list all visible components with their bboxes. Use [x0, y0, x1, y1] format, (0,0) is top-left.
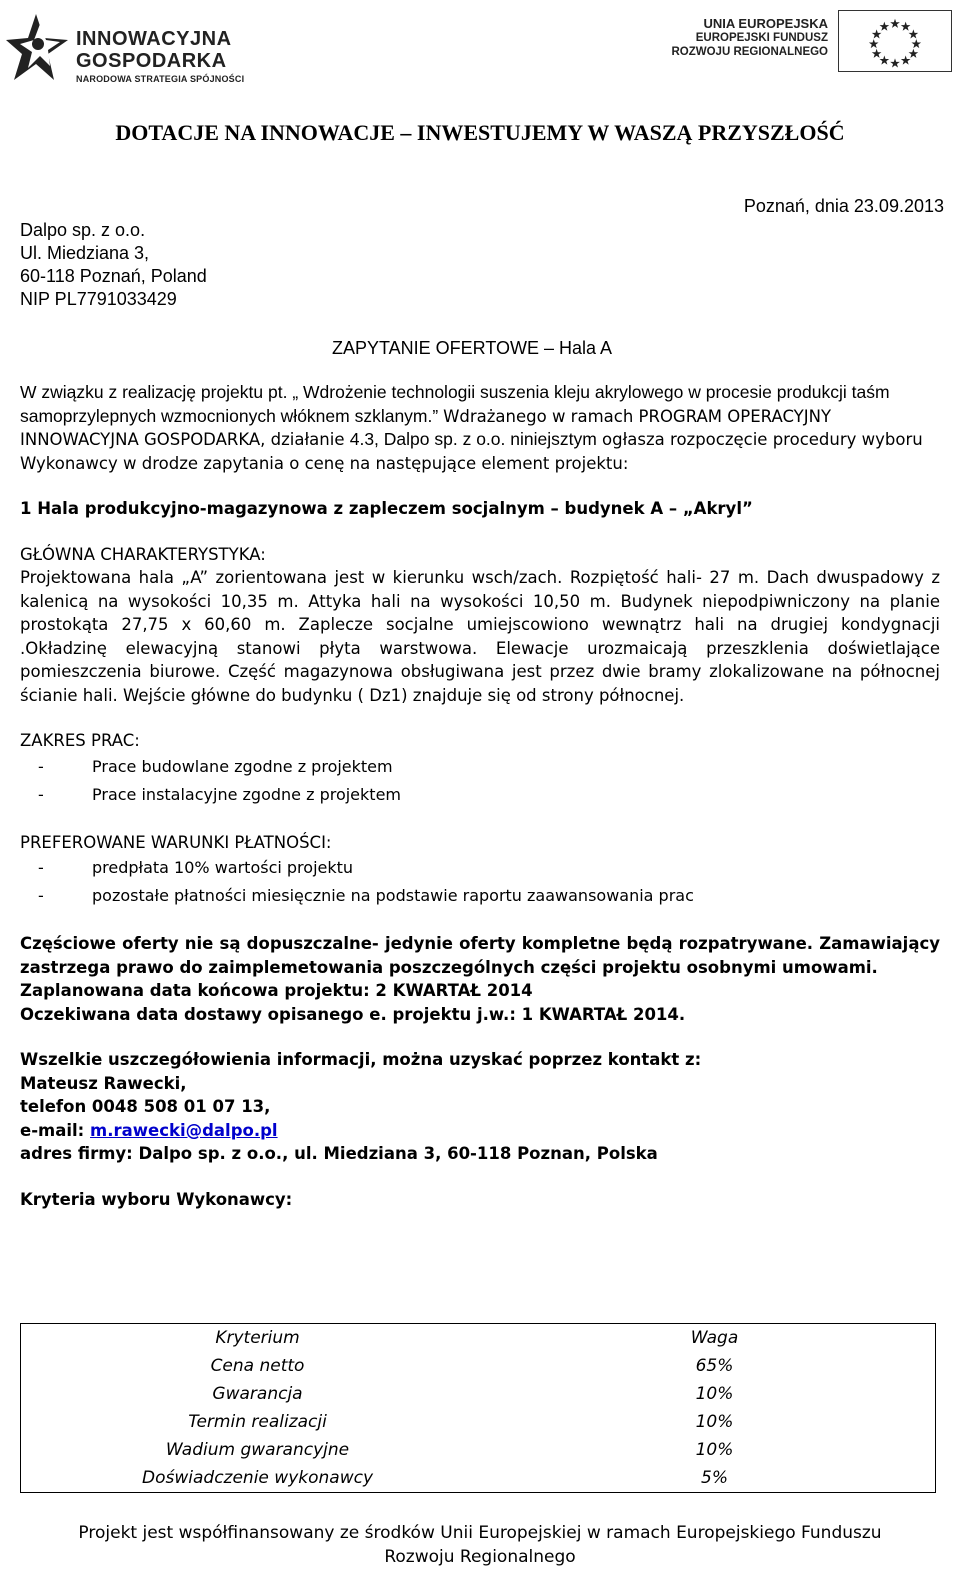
conditions-block	[20, 932, 940, 1026]
contact-email-line	[20, 1119, 940, 1143]
star-logo-icon	[6, 10, 68, 86]
list-item	[20, 781, 940, 809]
criterion-cell: Gwarancja	[212, 1384, 303, 1404]
contact-name: Mateusz Rawecki,	[20, 1073, 187, 1093]
eu-fund-logo	[671, 10, 952, 72]
eu-fund-wordmark	[668, 16, 828, 59]
table-row	[21, 1408, 936, 1436]
dash: -	[38, 756, 44, 776]
list-item-text: pozostałe płatności miesięcznie na podstawie raportu zaawansowania prac	[92, 886, 694, 905]
item-heading: 1 Hala produkcyjno-magazynowa z zapleczem socjalnym – budynek A – „Akryl”	[20, 499, 753, 518]
list-item	[20, 882, 940, 910]
document-date: Poznań, dnia 23.09.2013	[743, 196, 944, 216]
intro-part-3: 4.3, Dalpo sp. z o.o. niniejsztym	[349, 429, 597, 449]
partial-offers-note: Częściowe oferty nie są dopuszczalne- jedynie oferty kompletne będą rozpatrywane. Zamawiający zastrzega prawo do zaimplemetowania poszczególnych części projektu osobnymi umowami.	[20, 934, 940, 977]
list-item-text: Prace instalacyjne zgodne z projektem	[92, 784, 401, 804]
intro-paragraph	[20, 381, 940, 475]
weight-cell: 10%	[695, 1412, 734, 1432]
eu-line-2: EUROPEJSKI FUNDUSZ	[695, 32, 828, 44]
company-address: adres firmy: Dalpo sp. z o.o., ul. Miedziana 3, 60-118 Poznan, Polska	[20, 1144, 658, 1163]
dash: -	[38, 784, 44, 804]
expected-delivery-date: Oczekiwana data dostawy opisanego e. projektu j.w.: 1 KWARTAŁ 2014.	[20, 1004, 686, 1024]
innowacyjna-gospodarka-logo	[6, 10, 256, 86]
email-link[interactable]: m.rawecki@dalpo.pl	[90, 1120, 278, 1140]
document-footer	[0, 1521, 960, 1569]
address-line: Ul. Miedziana 3,	[20, 243, 150, 263]
document-body	[20, 381, 940, 1211]
table-row	[21, 1464, 936, 1493]
document-header	[0, 0, 960, 90]
weight-cell: 10%	[695, 1384, 734, 1404]
criterion-cell: Cena netto	[210, 1356, 305, 1376]
eu-line-1: UNIA EUROPEJSKA	[703, 16, 828, 31]
weight-cell: 5%	[701, 1468, 728, 1488]
contact-block	[20, 1048, 940, 1166]
address-line: 60-118 Poznań, Poland	[20, 266, 207, 286]
logo-line-1: INNOWACYJNA	[76, 28, 232, 50]
list-item	[20, 854, 940, 882]
contact-phone: telefon 0048 508 01 07 13,	[20, 1097, 271, 1116]
contact-intro: Wszelkie uszczegółowienia informacji, można uzyskać poprzez kontakt z:	[20, 1050, 702, 1069]
email-label: e-mail:	[20, 1120, 91, 1140]
intro-part-1: W związku z realizację projektu pt. „ Wdrożenie technologii suszenia kleju akrylowego w procesie produkcji taśm samoprzylepnych wzmocnionych włóknem szklanym.”	[20, 382, 890, 426]
document-subject: ZAPYTANIE OFERTOWE – Hala A	[331, 338, 613, 358]
payment-label: PREFEROWANE WARUNKI PŁATNOŚCI:	[20, 832, 332, 852]
column-header-weight: Waga	[690, 1328, 739, 1348]
innowacyjna-gospodarka-wordmark	[76, 28, 244, 84]
intro-part-2: Wdrażanego w ramach PROGRAM OPERACYJNY INNOWACYJNA GOSPODARKA, działanie	[20, 406, 832, 449]
footer-line-2: Rozwoju Regionalnego	[384, 1547, 576, 1567]
scope-list	[20, 753, 940, 809]
table-row	[21, 1352, 936, 1380]
criterion-cell: Wadium gwarancyjne	[165, 1440, 350, 1460]
address-line: NIP PL7791033429	[20, 289, 177, 309]
document-title: DOTACJE NA INNOWACJE – INWESTUJEMY W WASZĄ PRZYSZŁOŚĆ	[115, 120, 845, 145]
column-header-criterion: Kryterium	[215, 1328, 300, 1348]
address-line: Dalpo sp. z o.o.	[20, 220, 146, 240]
main-characteristics-label: GŁÓWNA CHARAKTERYSTYKA:	[20, 544, 266, 564]
logo-line-3: NARODOWA STRATEGIA SPÓJNOŚCI	[76, 74, 245, 84]
logo-line-2: GOSPODARKA	[76, 50, 227, 72]
dash: -	[38, 886, 44, 905]
sender-address	[20, 219, 207, 311]
list-item-text: predpłata 10% wartości projektu	[92, 858, 354, 877]
criteria-table	[20, 1323, 936, 1493]
planned-end-date: Zaplanowana data końcowa projektu: 2 KWARTAŁ 2014	[20, 981, 533, 1000]
weight-cell: 65%	[695, 1356, 734, 1376]
criteria-title: Kryteria wyboru Wykonawcy:	[20, 1189, 293, 1209]
list-item	[20, 753, 940, 781]
dash: -	[38, 858, 44, 877]
table-header-row	[21, 1324, 936, 1353]
eu-flag-icon	[838, 10, 952, 72]
table-row	[21, 1380, 936, 1408]
list-item-text: Prace budowlane zgodne z projektem	[92, 756, 393, 776]
eu-line-3: ROZWOJU REGIONALNEGO	[671, 46, 828, 58]
table-row	[21, 1436, 936, 1464]
scope-label: ZAKRES PRAC:	[20, 731, 140, 750]
main-characteristics-text: Projektowana hala „A” zorientowana jest w kierunku wsch/zach. Rozpiętość hali- 27 m. Dach dwuspadowy z kalenicą na wysokości 10,35 m. Attyka hali na wysokości 10,50 m. Budynek niepodpiwniczony na planie prostokąta 27,75 x 60,60 m. Zaplecze socjalne umiejscowiono wewnątrz hali na drugiej kondygnacji .Okładzinę elewacyjną stanowi płyta warstwowa. Elewacje urozmaicają przeszklenia doświetlające pomieszczenia biurowe. Część magazynowa obsługiwana jest przez dwie bramy zlokalizowane na północnej ścianie hali. Wejście główne do budynku ( Dz1) znajduje się od strony północnej.	[20, 568, 940, 705]
payment-list	[20, 854, 940, 910]
footer-line-1: Projekt jest współfinansowany ze środków Unii Europejskiej w ramach Europejskiego Funduszu	[78, 1523, 882, 1543]
criterion-cell: Doświadczenie wykonawcy	[142, 1468, 374, 1488]
weight-cell: 10%	[695, 1440, 734, 1460]
criterion-cell: Termin realizacji	[188, 1412, 327, 1432]
intro-part-4: ogłasza rozpoczęcie procedury wyboru Wykonawcy w drodze zapytania o cenę na następujące element projektu:	[20, 430, 923, 473]
